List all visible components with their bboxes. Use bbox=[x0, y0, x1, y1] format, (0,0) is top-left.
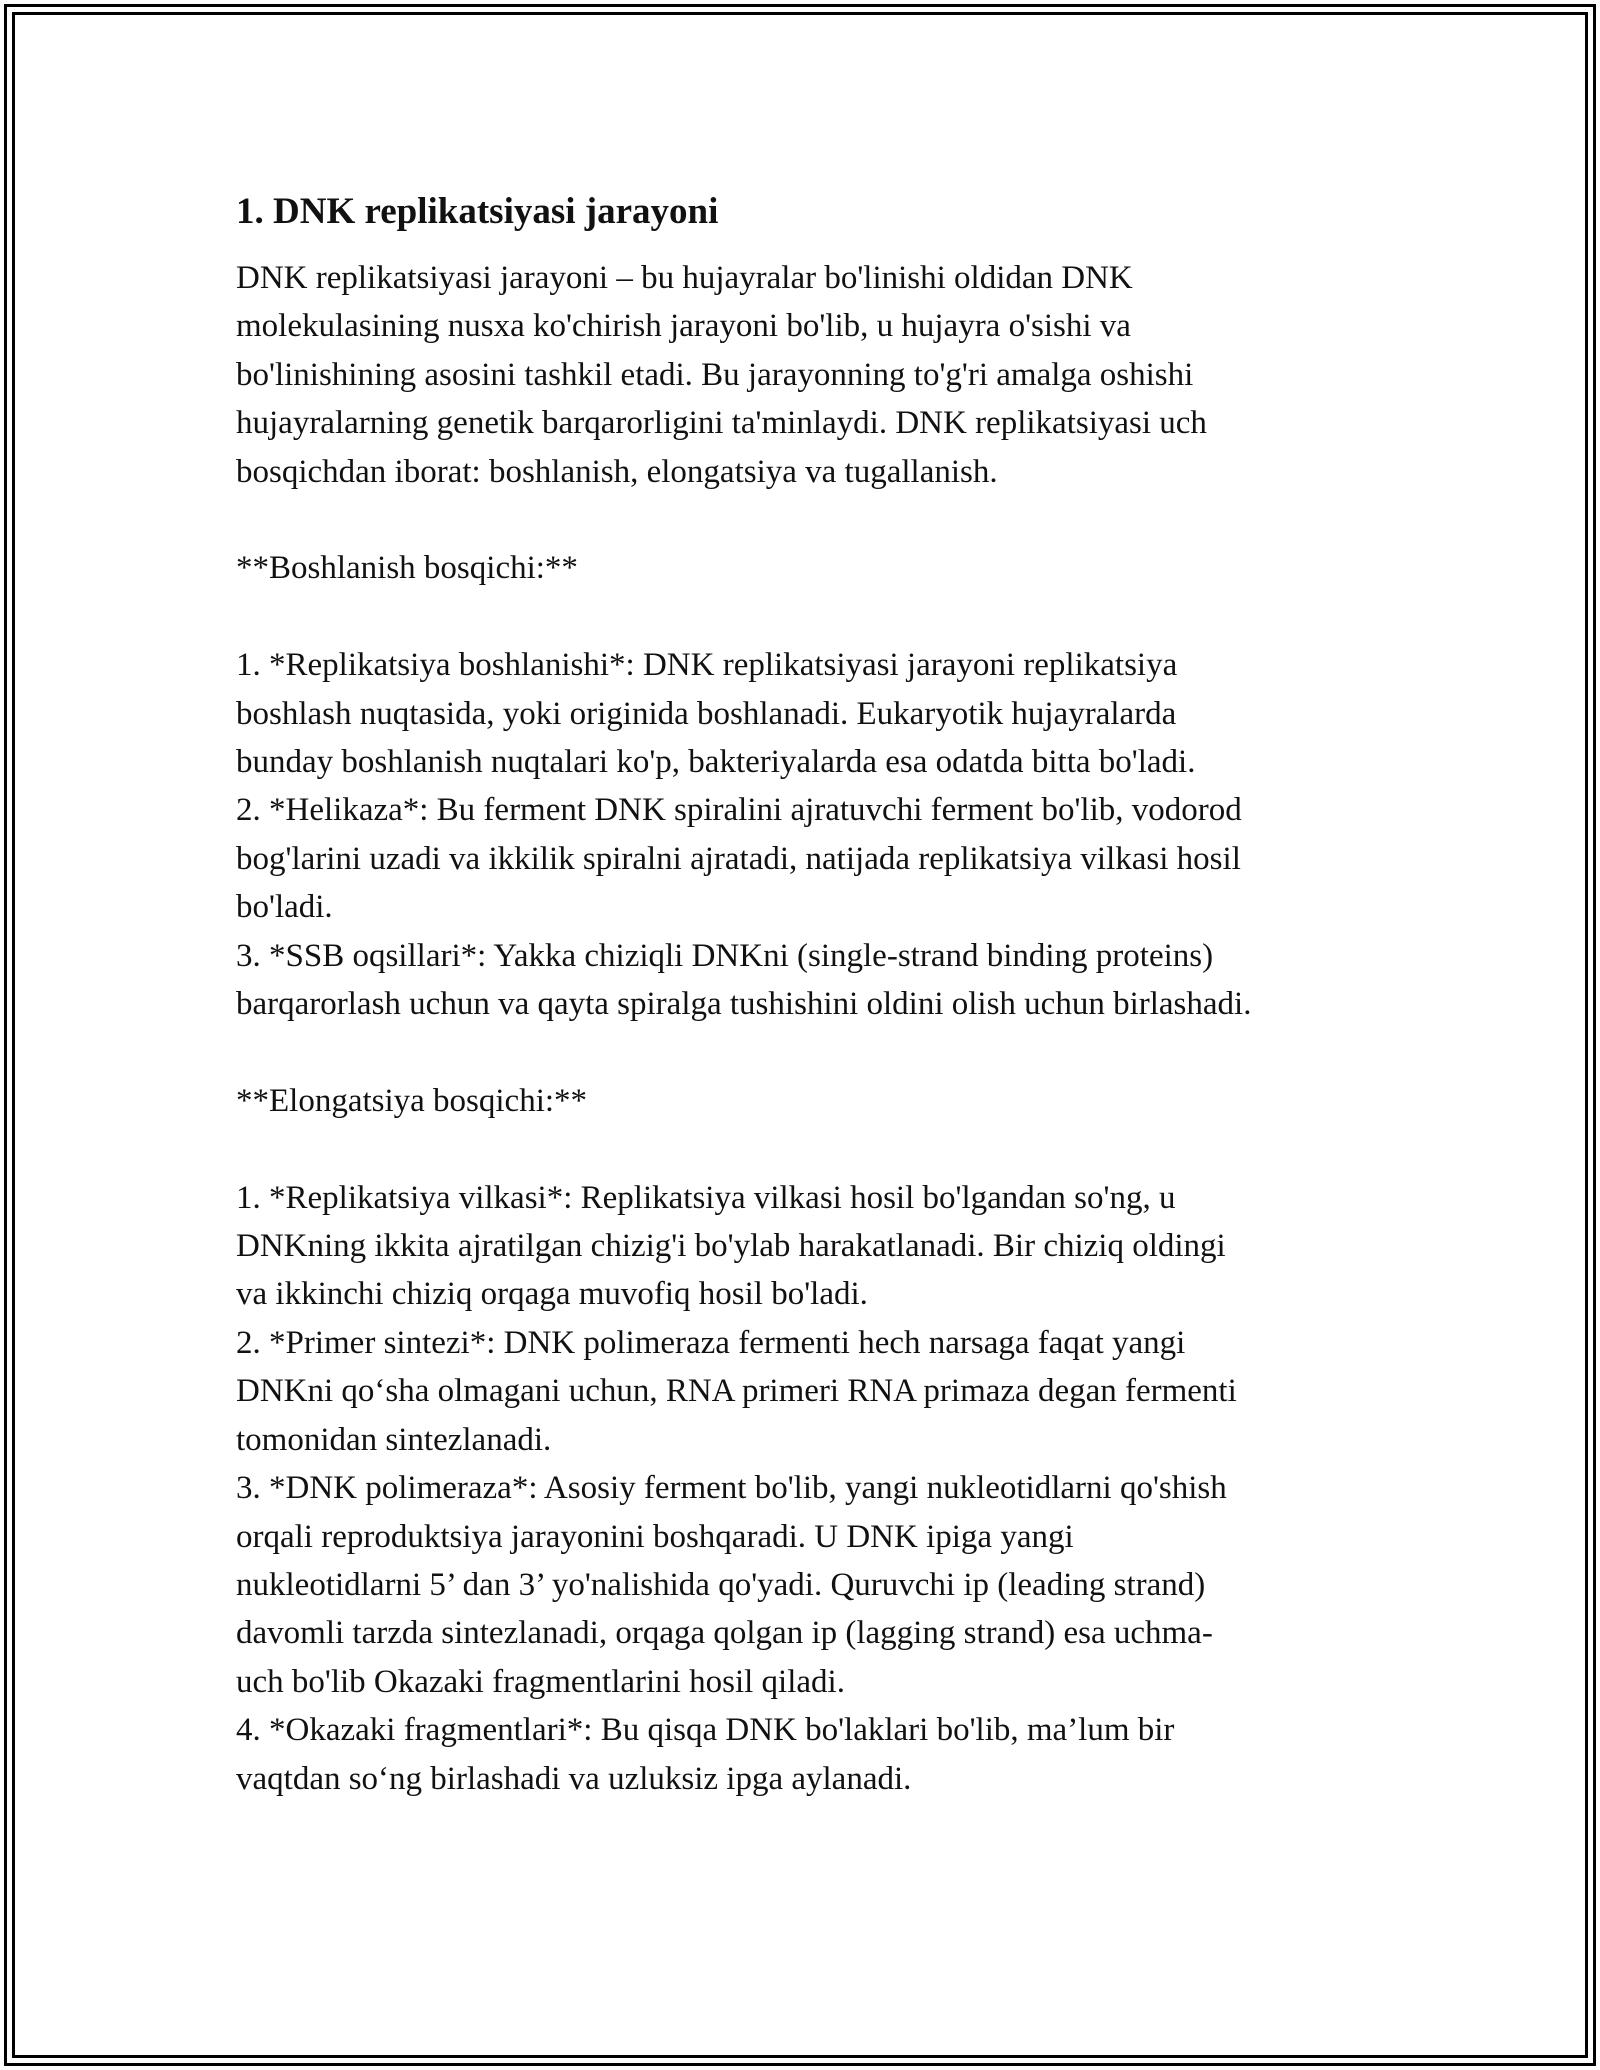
spacer bbox=[236, 1028, 1416, 1076]
list-line: orqali reproduktsiya jarayonini boshqaradi. U DNK ipiga yangi bbox=[236, 1518, 1074, 1555]
intro-line: bo'linishining asosini tashkil etadi. Bu jarayonning to'g'ri amalga oshishi bbox=[236, 356, 1194, 393]
intro-line: bosqichdan iborat: boshlanish, elongatsiya va tugallanish. bbox=[236, 453, 998, 490]
section-heading-boshlanish: **Boshlanish bosqichi:** bbox=[236, 550, 578, 587]
list-line: va ikkinchi chiziq orqaga muvofiq hosil bo'ladi. bbox=[236, 1276, 868, 1313]
list-line: bo'ladi. bbox=[236, 889, 333, 926]
section-heading-elongatsiya: **Elongatsiya bosqichi:** bbox=[236, 1082, 588, 1119]
spacer bbox=[236, 1125, 1416, 1173]
list-line: 3. *SSB oqsillari*: Yakka chiziqli DNKni (single-strand binding proteins) bbox=[236, 937, 1214, 974]
spacer bbox=[236, 496, 1416, 544]
intro-line: hujayralarning genetik barqarorligini ta'minlaydi. DNK replikatsiyasi uch bbox=[236, 405, 1207, 442]
list-line: 1. *Replikatsiya boshlanishi*: DNK replikatsiyasi jarayoni replikatsiya bbox=[236, 647, 1178, 684]
list-line: barqarorlash uchun va qayta spiralga tushishini oldini olish uchun birlashadi. bbox=[236, 986, 1252, 1023]
section-elongatsiya-list bbox=[236, 1174, 1416, 1803]
list-line: vaqtdan so‘ng birlashadi va uzluksiz ipga aylanadi. bbox=[236, 1760, 912, 1797]
list-line: bunday boshlanish nuqtalari ko'p, bakteriyalarda esa odatda bitta bo'ladi. bbox=[236, 744, 1196, 781]
list-line: tomonidan sintezlanadi. bbox=[236, 1421, 552, 1458]
list-line: 3. *DNK polimeraza*: Asosiy ferment bo'lib, yangi nukleotidlarni qo'shish bbox=[236, 1470, 1227, 1507]
list-line: DNKni qo‘sha olmagani uchun, RNA primeri RNA primaza degan fermenti bbox=[236, 1373, 1237, 1410]
document-title: 1. DNK replikatsiyasi jarayoni bbox=[236, 191, 719, 232]
list-line: davomli tarzda sintezlanadi, orqaga qolgan ip (lagging strand) esa uchma- bbox=[236, 1615, 1213, 1652]
document-body bbox=[236, 188, 1416, 1803]
list-line: 4. *Okazaki fragmentlari*: Bu qisqa DNK bo'laklari bo'lib, ma’lum bir bbox=[236, 1712, 1175, 1749]
list-line: 2. *Primer sintezi*: DNK polimeraza fermenti hech narsaga faqat yangi bbox=[236, 1324, 1186, 1361]
list-line: 1. *Replikatsiya vilkasi*: Replikatsiya vilkasi hosil bo'lgandan so'ng, u bbox=[236, 1179, 1176, 1216]
spacer bbox=[236, 593, 1416, 641]
list-line: boshlash nuqtasida, yoki originida boshlanadi. Eukaryotik hujayralarda bbox=[236, 695, 1177, 732]
list-line: DNKning ikkita ajratilgan chizig'i bo'ylab harakatlanadi. Bir chiziq oldingi bbox=[236, 1228, 1226, 1265]
intro-line: molekulasining nusxa ko'chirish jarayoni bo'lib, u hujayra o'sishi va bbox=[236, 308, 1131, 345]
section-boshlanish-list bbox=[236, 641, 1416, 1028]
list-line: uch bo'lib Okazaki fragmentlarini hosil qiladi. bbox=[236, 1663, 845, 1700]
list-line: bog'larini uzadi va ikkilik spiralni ajratadi, natijada replikatsiya vilkasi hosil bbox=[236, 840, 1241, 877]
intro-paragraph bbox=[236, 254, 1416, 496]
intro-line: DNK replikatsiyasi jarayoni – bu hujayralar bo'linishi oldidan DNK bbox=[236, 260, 1133, 296]
list-line: 2. *Helikaza*: Bu ferment DNK spiralini ajratuvchi ferment bo'lib, vodorod bbox=[236, 792, 1242, 829]
list-line: nukleotidlarni 5’ dan 3’ yo'nalishida qo'yadi. Quruvchi ip (leading strand) bbox=[236, 1566, 1206, 1603]
